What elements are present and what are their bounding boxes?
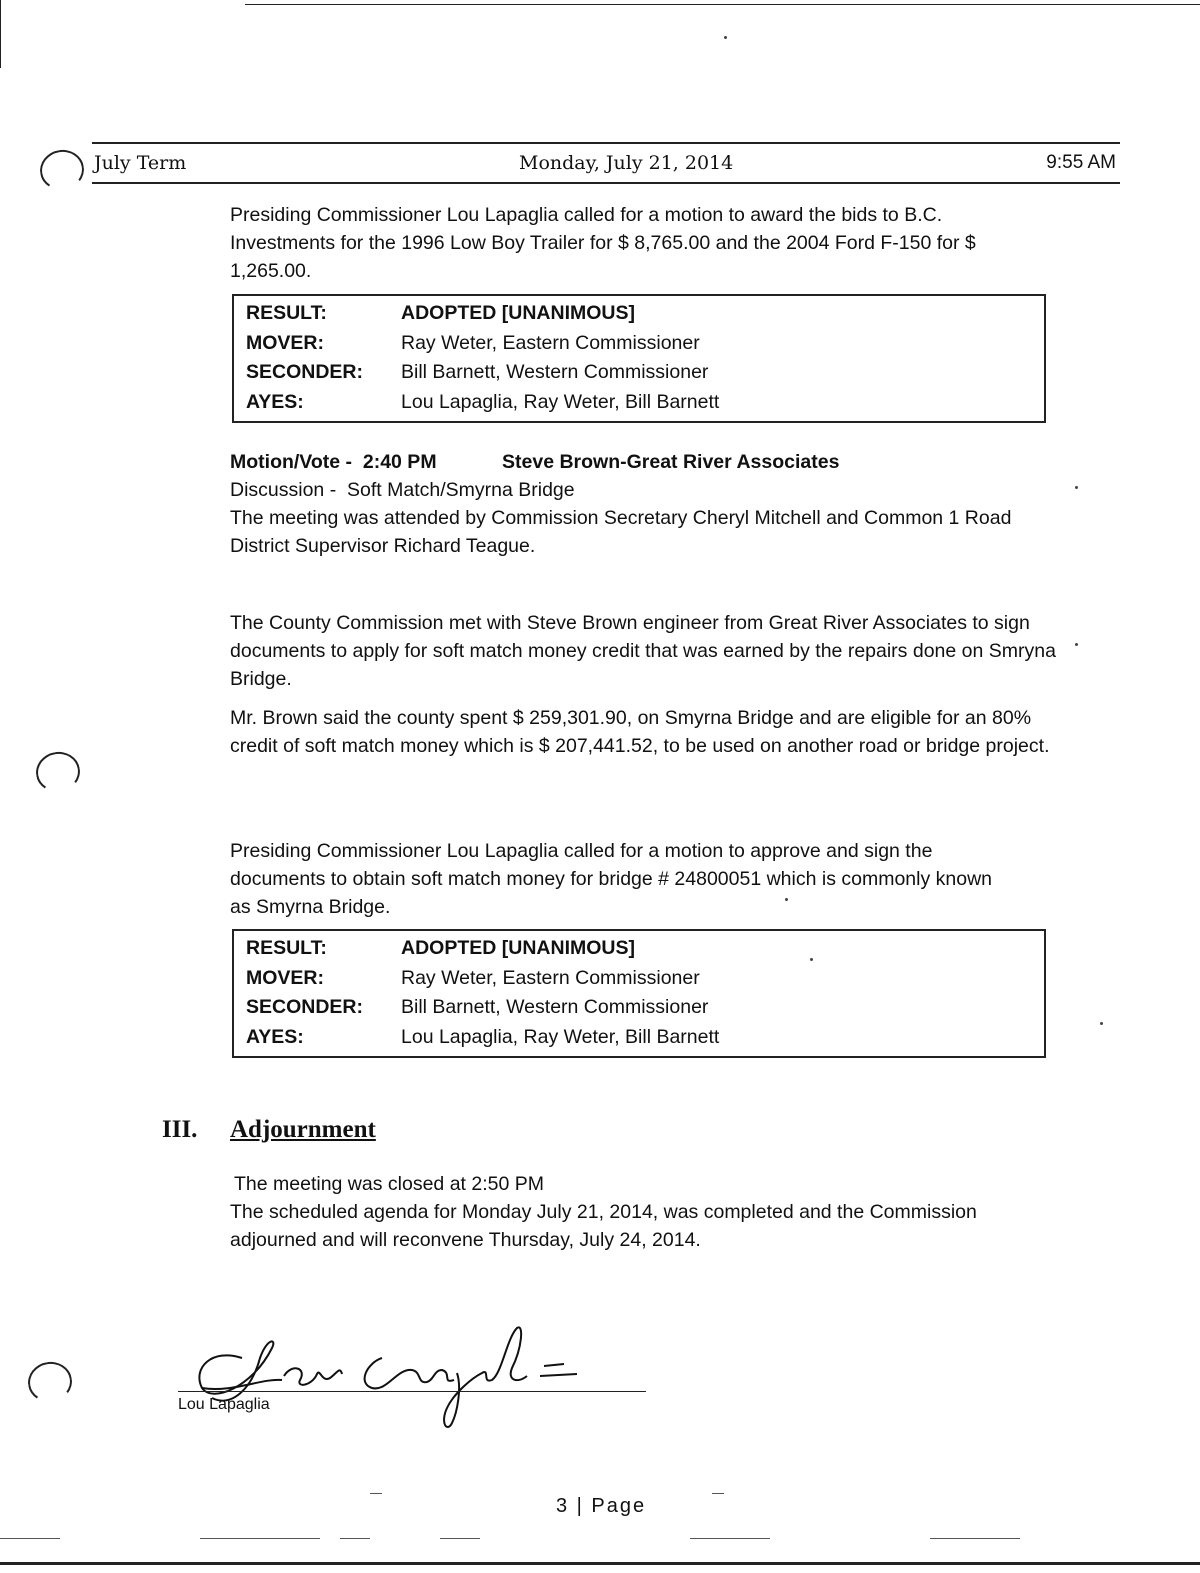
scan-speck <box>785 898 788 901</box>
punch-hole-top <box>37 146 87 193</box>
motion-vote-heading: Motion/Vote - 2:40 PM <box>230 451 437 473</box>
scan-dash <box>0 1538 60 1539</box>
signature-line <box>178 1391 646 1392</box>
vote-row <box>234 299 1044 329</box>
scan-speck <box>1075 486 1078 489</box>
punch-hole-middle <box>33 748 83 795</box>
vote-table-2 <box>232 929 1046 1058</box>
punch-hole-bottom <box>25 1358 75 1405</box>
scan-dash <box>690 1538 770 1539</box>
vote-label: MOVER: <box>246 966 324 989</box>
scan-speck <box>1075 643 1078 646</box>
vote-value: Lou Lapaglia, Ray Weter, Bill Barnett <box>401 1025 720 1048</box>
vote-label: RESULT: <box>246 937 327 959</box>
vote-label: AYES: <box>246 390 304 413</box>
header-top-rule <box>92 142 1120 144</box>
scan-left-edge <box>0 0 1 68</box>
vote-value: ADOPTED [UNANIMOUS] <box>401 302 635 324</box>
vote-row <box>234 329 1044 359</box>
scan-dash <box>200 1538 320 1539</box>
vote-value: Bill Barnett, Western Commissioner <box>401 361 709 383</box>
presenter-heading: Steve Brown-Great River Associates <box>502 451 840 473</box>
scan-speck <box>724 36 727 39</box>
vote-value: Lou Lapaglia, Ray Weter, Bill Barnett <box>401 390 720 413</box>
vote-row <box>234 388 1044 418</box>
section-numeral: III. <box>162 1116 198 1143</box>
vote-row <box>234 993 1044 1023</box>
vote-table-1 <box>232 294 1046 423</box>
commission-meeting-text: The County Commission met with Steve Brown engineer from Great River Associates to sign documents to apply for soft match money credit that was earned by the repairs done on Smryna Bridge. <box>230 612 1056 690</box>
vote-label: SECONDER: <box>246 361 364 383</box>
vote-row <box>234 964 1044 994</box>
adjournment-closed-line: The meeting was closed at 2:50 PM <box>234 1173 544 1195</box>
vote-value: ADOPTED [UNANIMOUS] <box>401 937 635 959</box>
page-number: 3 | Page <box>556 1495 647 1517</box>
vote-row <box>234 1023 1044 1053</box>
scan-dash <box>370 1493 382 1494</box>
scan-bottom-edge <box>0 1562 1200 1565</box>
scan-dash <box>712 1493 724 1494</box>
vote-value: Bill Barnett, Western Commissioner <box>401 996 709 1018</box>
vote-label: SECONDER: <box>246 996 364 1018</box>
header-time: 9:55 AM <box>1046 152 1116 173</box>
vote-row <box>234 934 1044 964</box>
scan-top-rule <box>245 4 1200 5</box>
header-bottom-rule <box>92 182 1120 184</box>
vote-label: MOVER: <box>246 331 324 354</box>
vote-value: Ray Weter, Eastern Commissioner <box>401 966 700 989</box>
motion1-text: Presiding Commissioner Lou Lapaglia called for a motion to award the bids to B.C. Investments for the 1996 Low Boy Trailer for $ 8,765.00 and the 2004 Ford F-150 for $ 1,265.00. <box>230 204 976 282</box>
scan-dash <box>930 1538 1020 1539</box>
discussion-line: Discussion - Soft Match/Smyrna Bridge <box>230 479 575 501</box>
scan-dash <box>340 1538 370 1539</box>
header-date: Monday, July 21, 2014 <box>519 152 734 174</box>
scan-speck <box>810 958 813 961</box>
vote-row <box>234 358 1044 388</box>
scan-speck <box>1100 1022 1103 1025</box>
vote-label: AYES: <box>246 1025 304 1048</box>
attendance-text: The meeting was attended by Commission Secretary Cheryl Mitchell and Common 1 Road District Supervisor Richard Teague. <box>230 507 1012 557</box>
motion2-text: Presiding Commissioner Lou Lapaglia called for a motion to approve and sign the documents to obtain soft match money for bridge # 24800051 which is commonly known as Smyrna Bridge. <box>230 840 992 918</box>
adjournment-text: The scheduled agenda for Monday July 21, 2014, was completed and the Commission adjourned and will reconvene Thursday, July 24, 2014. <box>230 1201 977 1251</box>
header-term: July Term <box>94 152 187 174</box>
signatory-name: Lou Lapaglia <box>178 1396 270 1413</box>
bridge-credit-text: Mr. Brown said the county spent $ 259,301.90, on Smyrna Bridge and are eligible for an 80% credit of soft match money which is $ 207,441.52, to be used on another road or bridge project. <box>230 707 1050 757</box>
handwritten-signature <box>172 1318 602 1438</box>
adjournment-title: Adjournment <box>230 1116 376 1143</box>
vote-label: RESULT: <box>246 302 327 324</box>
scan-dash <box>440 1538 480 1539</box>
vote-value: Ray Weter, Eastern Commissioner <box>401 331 700 354</box>
